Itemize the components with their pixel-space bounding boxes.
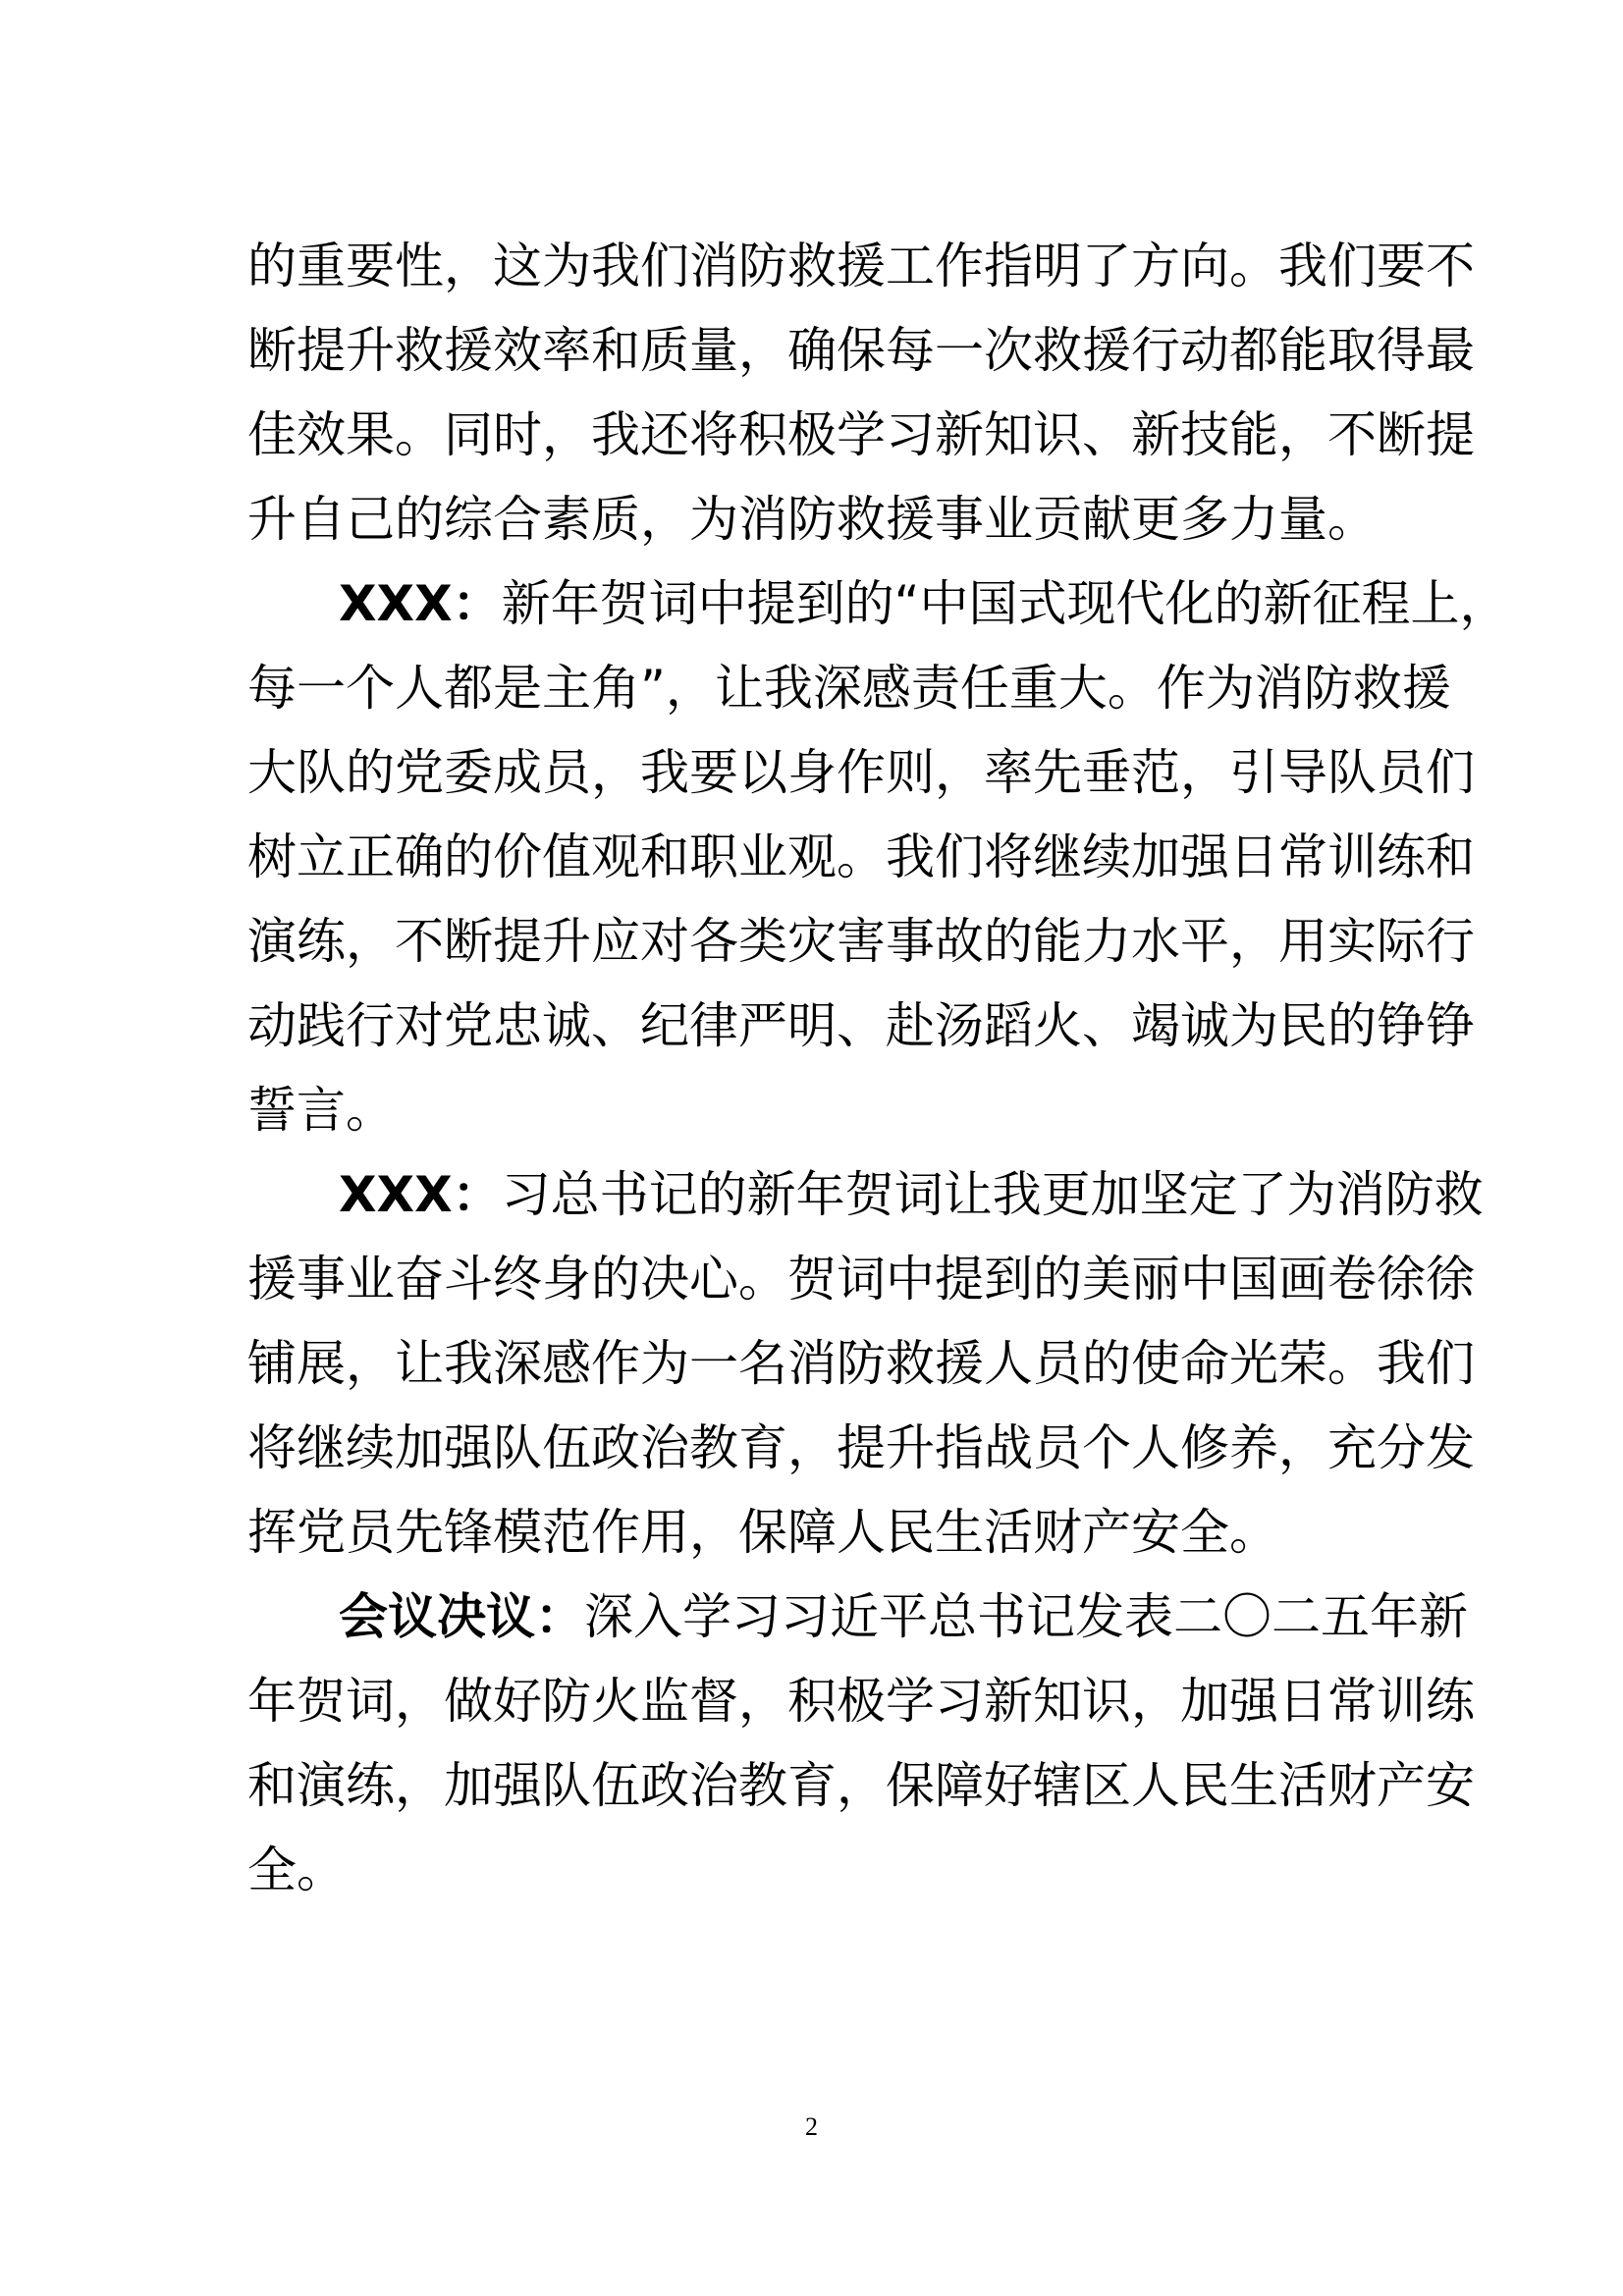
- paragraph-line: 大队的党委成员，我要以身作则，率先垂范，引导队员们: [247, 744, 1475, 801]
- paragraph-line: 动践行对党忠诚、纪律严明、赴汤蹈火、竭诚为民的铮铮: [247, 997, 1475, 1054]
- paragraph-line: 演练，不断提升应对各类灾害事故的能力水平，用实际行: [247, 913, 1475, 970]
- page-number: 2: [805, 2112, 818, 2141]
- paragraph-line: 誓言。: [247, 1082, 395, 1139]
- paragraph-text: 新年贺词中提到的“中国式现代化的新征程上，: [501, 575, 1509, 632]
- paragraph-2: [247, 561, 1509, 1152]
- paragraph-3: [247, 1152, 1484, 1575]
- paragraph-first-line: [247, 561, 1509, 646]
- paragraph-line: 断提升救援效率和质量，确保每一次救援行动都能取得最: [247, 322, 1475, 379]
- paragraph-1: [247, 224, 1475, 561]
- paragraph-line: 的重要性，这为我们消防救援工作指明了方向。我们要不: [247, 238, 1475, 294]
- paragraph-text: 深入学习习近平总书记发表二〇二五年新: [584, 1588, 1468, 1645]
- paragraph-text: 习总书记的新年贺词让我更加坚定了为消防救: [501, 1166, 1484, 1223]
- paragraph-line: 铺展，让我深感作为一名消防救援人员的使命光荣。我们: [247, 1335, 1475, 1392]
- paragraph-line: 升自己的综合素质，为消防救援事业贡献更多力量。: [247, 491, 1377, 548]
- paragraph-4: [247, 1575, 1475, 1912]
- document-body: [247, 224, 1509, 1912]
- speaker-label: XXX：: [339, 575, 502, 632]
- paragraph-line: 援事业奋斗终身的决心。贺词中提到的美丽中国画卷徐徐: [247, 1251, 1475, 1308]
- paragraph-line: 全。: [247, 1842, 346, 1898]
- resolution-label: 会议决议：: [339, 1588, 584, 1645]
- paragraph-line: 将继续加强队伍政治教育，提升指战员个人修养，充分发: [247, 1419, 1475, 1476]
- paragraph-line: 佳效果。同时，我还将积极学习新知识、新技能，不断提: [247, 406, 1475, 463]
- speaker-label: XXX：: [339, 1166, 502, 1223]
- paragraph-line: 每一个人都是主角”，让我深感责任重大。作为消防救援: [247, 660, 1451, 717]
- paragraph-first-line: [247, 1152, 1484, 1237]
- paragraph-line: 和演练，加强队伍政治教育，保障好辖区人民生活财产安: [247, 1757, 1475, 1814]
- paragraph-first-line: [247, 1575, 1468, 1659]
- paragraph-line: 树立正确的价值观和职业观。我们将继续加强日常训练和: [247, 828, 1475, 885]
- paragraph-line: 年贺词，做好防火监督，积极学习新知识，加强日常训练: [247, 1673, 1475, 1730]
- paragraph-line: 挥党员先锋模范作用，保障人民生活财产安全。: [247, 1504, 1278, 1561]
